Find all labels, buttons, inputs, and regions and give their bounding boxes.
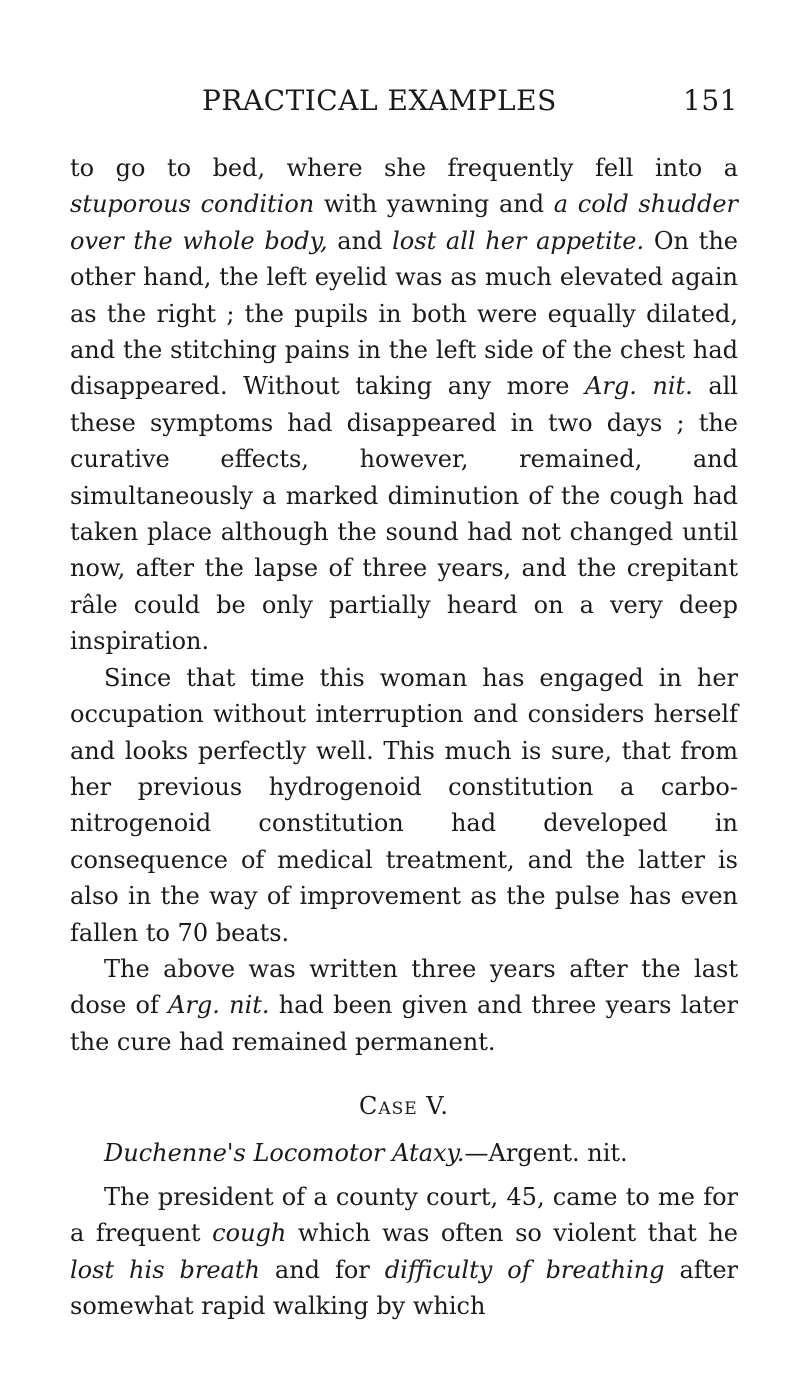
running-title: PRACTICAL EXAMPLES bbox=[202, 84, 557, 117]
case-subtitle bbox=[70, 1135, 738, 1171]
text-run: had been given and three years later the cure had remained permanent. bbox=[70, 991, 738, 1056]
text-run: to go to bed, where she frequently fell into a bbox=[70, 154, 738, 182]
italic-run: Arg. nit. bbox=[168, 991, 270, 1020]
italic-run: difficulty of breathing bbox=[384, 1255, 665, 1284]
body-text bbox=[70, 150, 738, 1325]
text-run: The president of a county court, 45, came to me for a frequent bbox=[70, 1182, 738, 1248]
paragraph-continuation bbox=[70, 150, 738, 660]
text-run: and bbox=[327, 226, 393, 255]
italic-run: lost all her appetite. bbox=[392, 226, 645, 255]
italic-run: cough bbox=[212, 1219, 287, 1248]
page-number: 151 bbox=[683, 84, 738, 117]
running-header bbox=[70, 84, 738, 124]
text-run: and for bbox=[259, 1255, 385, 1284]
paragraph: Since that time this woman has engaged in her occupation without interruption and considers herself and looks perfectly well. This much is sure, that from her previous hydrogenoid constitution a carbo-nitrogenoid constitution had developed in consequence of medical treatment, and the latter is also in the way of improvement as the pulse has even fallen to 70 beats. bbox=[70, 663, 738, 947]
text-run: all these symptoms had disappeared in two days ; the curative effects, however, remained, and simultaneously a marked diminution of the cough had taken place although the sound had not changed until now, after the lapse of three years, and the crepitant râle could be only partially heard on a very deep inspiration. bbox=[70, 372, 738, 656]
text-run: The above was written three years after the last dose of bbox=[70, 954, 738, 1020]
text-run: which was often so violent that he bbox=[286, 1219, 738, 1248]
italic-run: Arg. nit. bbox=[585, 372, 693, 401]
text-run: On the other hand, the left eyelid was as much elevated again as the right ; the pupils in both were equally dilated, and the stitching pains in the left side of the chest had disappeared. Without taking any more bbox=[70, 226, 738, 401]
text-run: with yawning and bbox=[314, 190, 554, 219]
text-run: —Argent. nit. bbox=[464, 1138, 628, 1167]
italic-run: Duchenne's Locomotor Ataxy. bbox=[104, 1138, 465, 1167]
italic-run: a cold shudder over the whole body, bbox=[70, 190, 739, 255]
paragraph bbox=[70, 1179, 738, 1325]
paragraph bbox=[70, 951, 738, 1060]
text-run: after somewhat rapid walking by which bbox=[70, 1255, 738, 1321]
case-heading: Case V. bbox=[358, 1092, 450, 1121]
italic-run: lost his breath bbox=[70, 1255, 260, 1284]
italic-run: stuporous condition bbox=[70, 190, 315, 219]
